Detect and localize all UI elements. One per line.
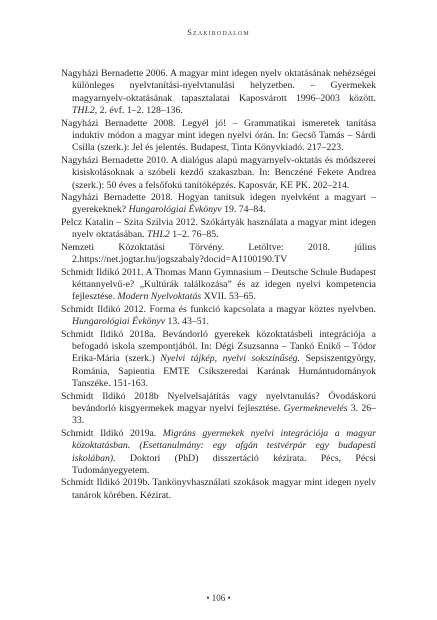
reference-entry	[61, 242, 376, 267]
reference-text-segment: Schmidt Ildikó 2018a. Bevándorló gyerekek közoktatásbeli integrációja a befogadó iskola szempontjából. In: Dégi Zsuzsanna – Tankó Enikő – Tódor Erika-Mária (szerk.)	[61, 328, 376, 365]
reference-text-segment: Doktori (PhD) disszertáció kézirata. Pécs, Pécsi Tudományegyetem.	[72, 452, 376, 476]
reference-text-segment: Schmidt Ildikó 2011. A Thomas Mann Gymnasium – Deutsche Schule Budapest kéttannyelvű-e? „Kultúrák találkozása” és az idegen nyelvi kompetencia fejlesztése.	[61, 266, 376, 303]
reference-italic-segment: Hungarológiai Évkönyv	[72, 316, 166, 328]
reference-text-segment: 3. 26–33.	[72, 402, 377, 427]
reference-entry	[61, 477, 376, 502]
reference-text-segment: Schmidt Ildikó 2018b Nyelvelsajátítás vagy nyelvtanulás? Óvodáskorú bevándorló kisgyermekek magyar nyelvi fejlesztése.	[61, 390, 376, 414]
reference-text-segment: Pelcz Katalin – Szita Szilvia 2012. Szókártyák használata a magyar mint idegen nyelv oktatásában.	[61, 216, 376, 241]
reference-text-segment: Nemzeti Közoktatási Törvény. Letöltve: 2018. július 2.https://net.jogtar.hu/jogszabaly?docid=A1100190.TV	[61, 241, 376, 266]
reference-italic-segment: Gyermeknevelés	[283, 402, 348, 414]
reference-text-segment: Schmidt Ildikó 2019a.	[61, 427, 163, 439]
reference-text-segment: Nagyházi Bernadette 2018. Hogyan tanítsuk idegen nyelvként a magyart – gyerekeknek?	[61, 192, 376, 216]
reference-text-segment: , 2. évf. 1–2. 128–136.	[94, 105, 183, 117]
reference-text-segment: Schmidt Ildikó 2019b. Tankönyvhasználati szokások magyar mint idegen nyelv tanárok körében. Kézirat.	[61, 477, 376, 501]
reference-entry	[61, 304, 376, 329]
reference-entry	[61, 68, 376, 118]
reference-entry	[61, 155, 376, 192]
reference-italic-segment: Migráns gyermekek nyelvi integrációja a magyar közoktatásban. (Esettanulmány: egy afgán testvérpár egy budapesti iskolában).	[72, 427, 376, 464]
reference-italic-segment: Hungarológiai Évkönyv	[128, 204, 222, 216]
reference-entry	[61, 267, 376, 304]
reference-text-segment: Nagyházi Bernadette 2008. Legyél jó! – Grammatikai ismeretek tanítása induktív módon a magyar mint idegen nyelvi órán. In: Gecső Tamás – Sárdi Csilla (szerk.): Jel és jelentés. Budapest, Tinta Könyvkiadó. 217–223.	[61, 117, 376, 154]
reference-italic-segment: THL2	[147, 229, 170, 241]
reference-entry	[61, 428, 376, 478]
reference-text-segment: Schmidt Ildikó 2012. Forma és funkció kapcsolata a magyar köztes nyelvben.	[61, 303, 376, 315]
reference-text-segment: Nagyházi Bernadette 2010. A dialógus alapú magyarnyelv-oktatás és módszerei kisiskolásoknak a szóbeli kezdő szakaszban. In: Benczéné Fekete Andrea (szerk.): 50 éves a felsőfokú tanítóképzés. Kaposvár, KE PK. 202–214.	[61, 154, 376, 191]
reference-text-segment: XVII. 53–65.	[201, 291, 256, 303]
reference-list	[61, 68, 376, 502]
reference-entry	[61, 118, 376, 155]
reference-text-segment: Nagyházi Bernadette 2006. A magyar mint idegen nyelv oktatásának nehézségei különleges nyelvtanítási-nyelvtanulási helyzetben. – Gyermekek magyarnyelv-oktatásának tapasztalatai Kaposvárott 1996–2003 között.	[61, 68, 376, 104]
reference-entry	[61, 391, 376, 428]
running-head: Szakirodalom	[187, 27, 250, 37]
reference-entry	[61, 217, 376, 242]
reference-text-segment: Sepsiszentgyörgy, Románia, Sapientia EMTE Csíkszeredai Karának Humántudományok Tanszéke. 151-163.	[72, 353, 376, 390]
reference-text-segment: 19. 74–84.	[221, 204, 266, 216]
reference-text-segment: 1–2. 76–85.	[169, 229, 219, 241]
page-number: • 106 •	[206, 593, 231, 603]
reference-entry	[61, 329, 376, 391]
reference-italic-segment: THL2	[72, 105, 95, 117]
reference-text-segment: 13. 43–51.	[165, 316, 209, 328]
reference-italic-segment: Modern Nyelvoktatás	[117, 291, 202, 303]
reference-entry	[61, 192, 376, 217]
reference-italic-segment: Nyelvi tájkép, nyelvi sokszínűség.	[160, 353, 300, 365]
